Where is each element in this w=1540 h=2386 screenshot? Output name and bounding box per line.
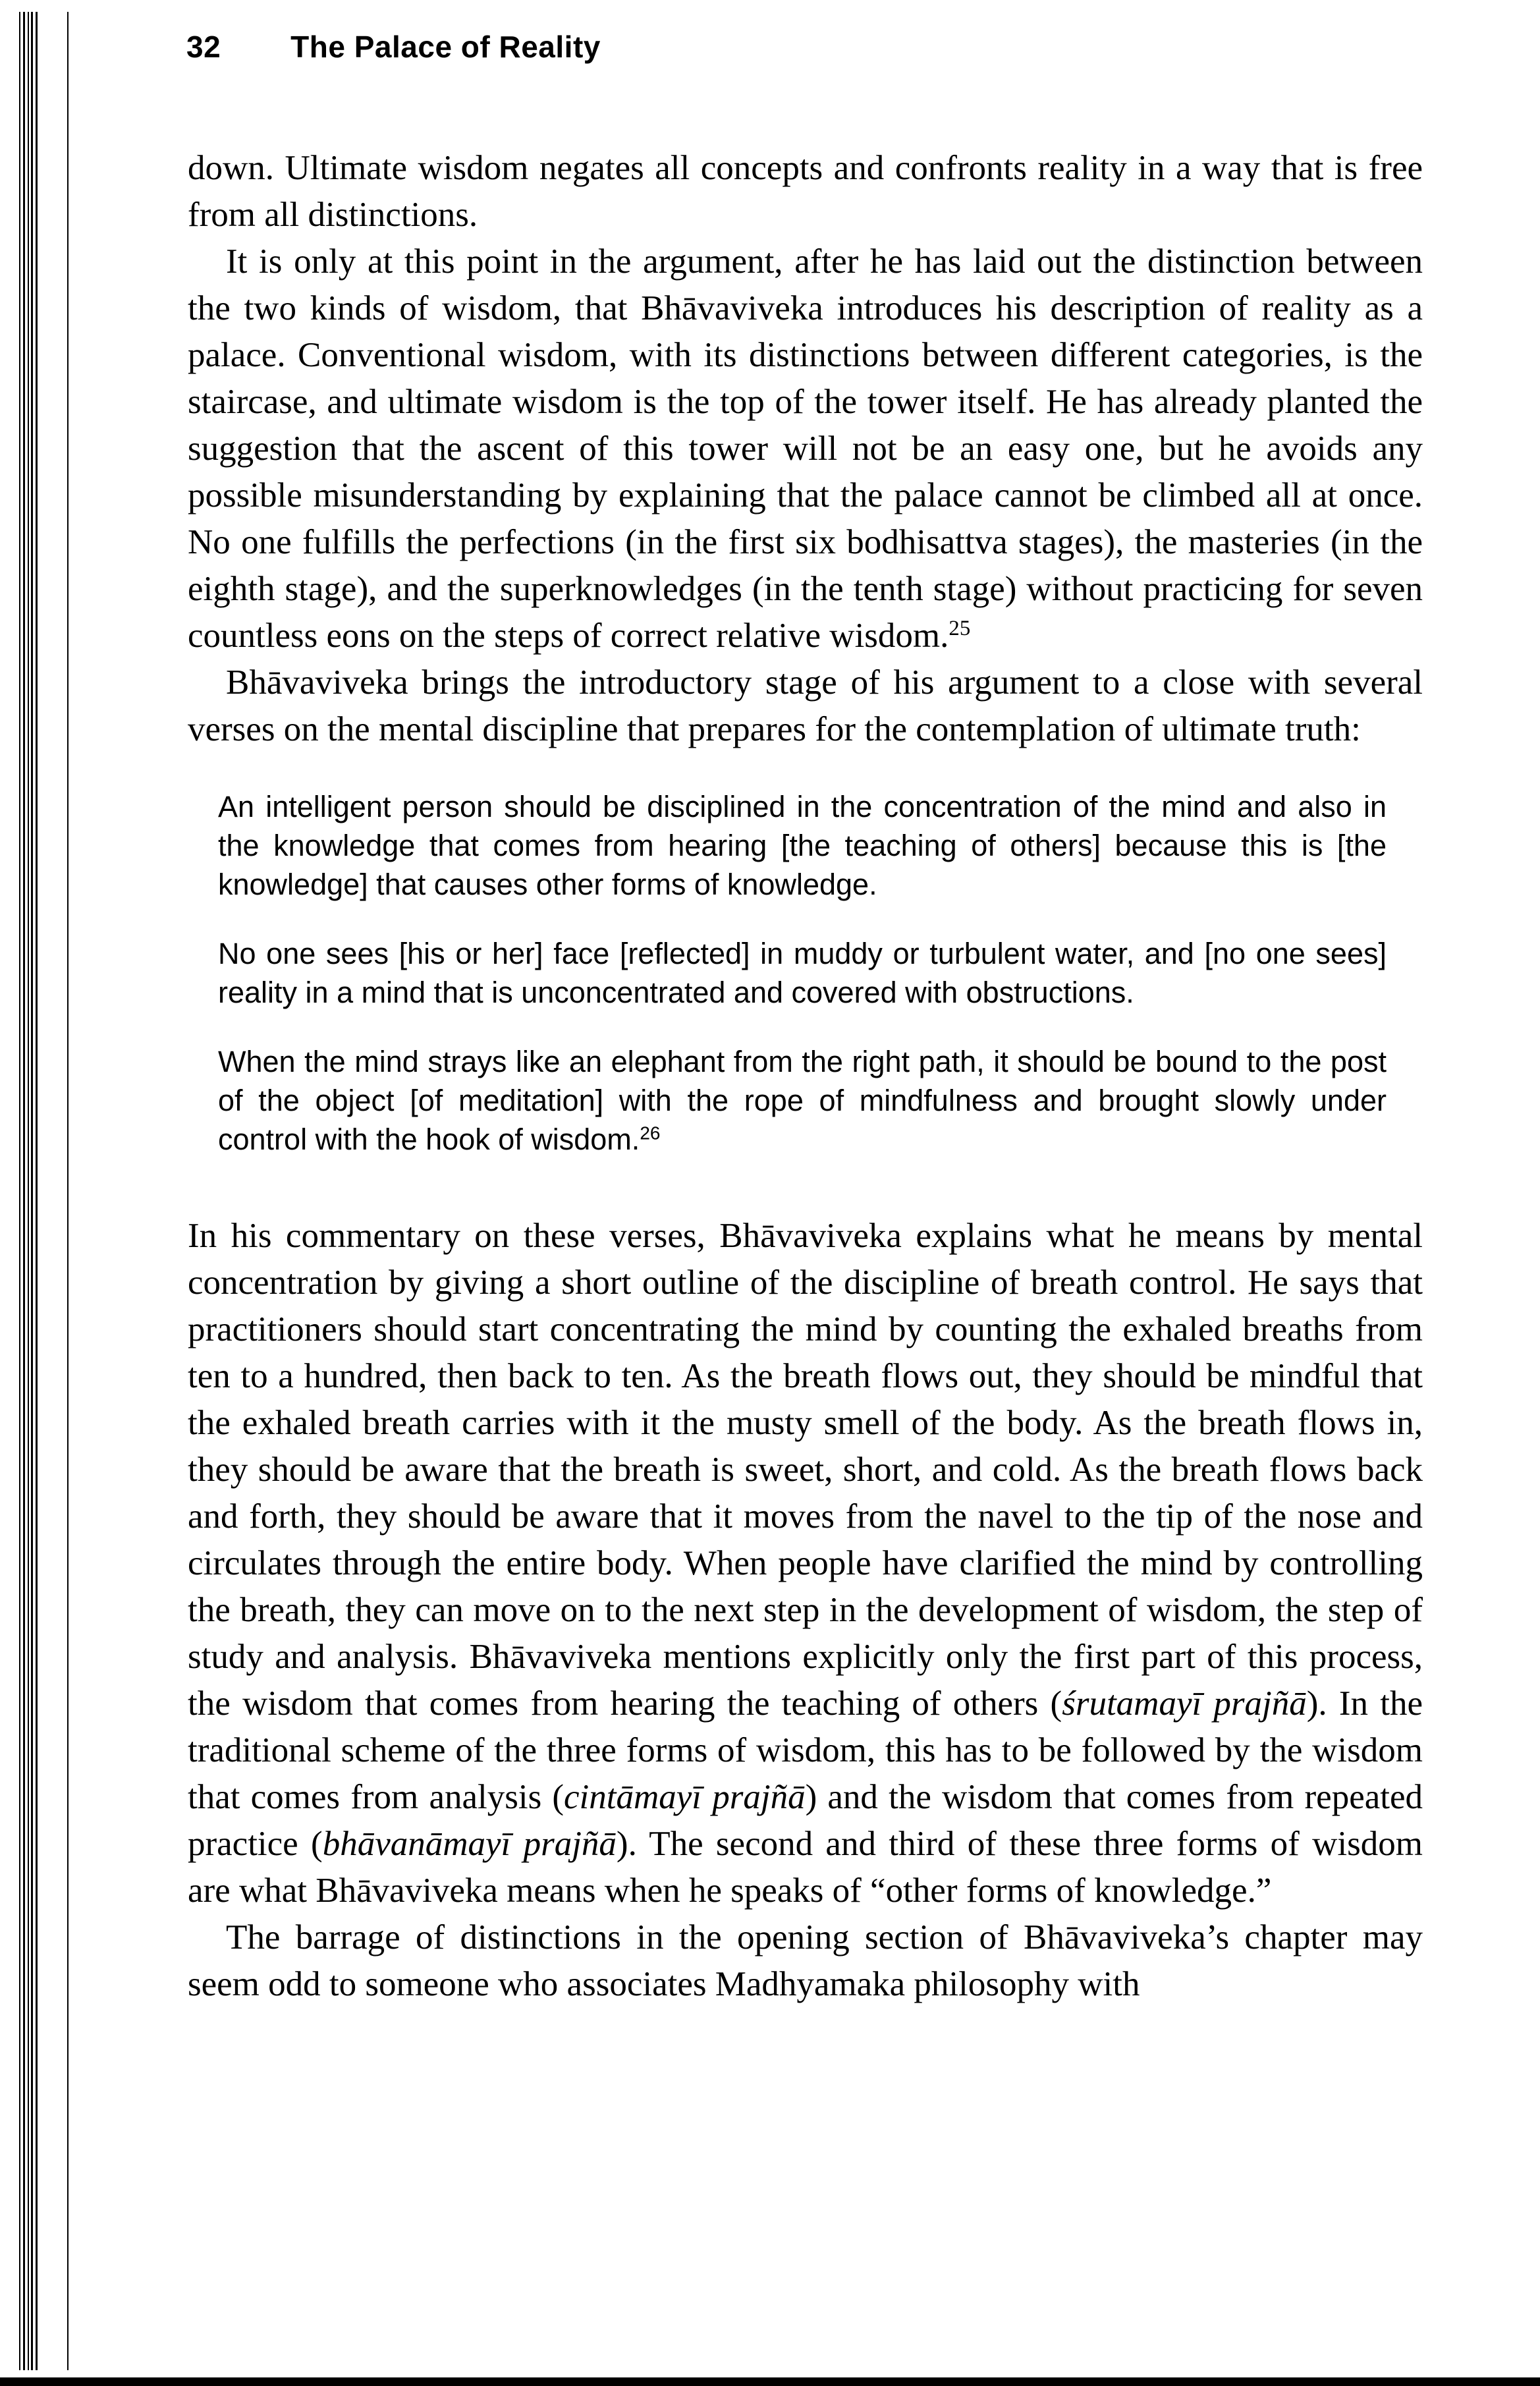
paragraph-text: It is only at this point in the argument, after he has laid out the distinction between the two kinds of wisdom, that Bhāvaviveka introduces his description of reality as a palace. Conventional wisdom, with its distinctions between different categories, is the staircase, and ultimate wisdom is the top of the tower itself. He has already planted the suggestion that the ascent of this tower will not be an easy one, but he avoids any possible misunderstanding by explaining that the palace cannot be climbed all at once. No one fulfills the perfections (in the first six bodhisattva stages), the masteries (in the eighth stage), and the superknowledges (in the tenth stage) without practicing for seven countless eons on the steps of correct relative wisdom. (188, 242, 1423, 655)
verse-quote-2 (218, 934, 1387, 1012)
sanskrit-term: cintāmayī prajñā (564, 1778, 806, 1816)
scan-artifact-line (36, 12, 38, 2370)
paragraph-distinctions (188, 238, 1423, 659)
paragraph-commentary (188, 1213, 1423, 1914)
running-title: The Palace of Reality (290, 30, 601, 64)
page-header (186, 29, 601, 65)
paragraph-text: ). In the traditional scheme of the three forms of wisdom, this has to be followed by the wisdom that comes from analysis ( (188, 1684, 1423, 1816)
paragraph-barrage (188, 1914, 1423, 2008)
scan-bottom-bar (0, 2377, 1540, 2386)
paragraph-text: down. Ultimate wisdom negates all concepts and confronts reality in a way that is free from all distinctions. (188, 149, 1423, 234)
scan-artifact-line (23, 12, 25, 2370)
paragraph-text: Bhāvaviveka brings the introductory stage of his argument to a close with several verses on the mental discipline that prepares for the contemplation of ultimate truth: (188, 663, 1423, 748)
quote-text: An intelligent person should be disciplined in the concentration of the mind and also in the knowledge that comes from hearing [the teaching of others] because this is [the knowledge] that causes other forms of knowledge. (218, 790, 1387, 901)
scan-artifact-line (28, 12, 29, 2370)
paragraph-text: ) and the wisdom that comes from repeated practice ( (188, 1778, 1423, 1863)
paragraph-text: ). The second and third of these three forms of wisdom are what Bhāvaviveka means when he speaks of “other forms of knowledge.” (188, 1825, 1423, 1910)
paragraph-verses-intro (188, 659, 1423, 753)
scan-artifact-line (31, 12, 33, 2370)
paragraph-text: In his commentary on these verses, Bhāvaviveka explains what he means by mental concentration by giving a short outline of the discipline of breath control. He says that practitioners should start concentrating the mind by counting the exhaled breaths from ten to a hundred, then back to ten. As the breath flows out, they should be mindful that the exhaled breath carries with it the musty smell of the body. As the breath flows in, they should be aware that the breath is sweet, short, and cold. As the breath flows back and forth, they should be aware that it moves from the navel to the tip of the nose and circulates through the entire body. When people have clarified the mind by controlling the breath, they can move on to the next step in the development of wisdom, the step of study and analysis. Bhāvaviveka mentions explicitly only the first part of this process, the wisdom that comes from hearing the teaching of others ( (188, 1217, 1423, 1723)
quote-text: When the mind strays like an elephant from the right path, it should be bound to the post of the object [of meditation] with the rope of mindfulness and brought slowly under control with the hook of wisdom. (218, 1045, 1387, 1156)
footnote-ref-25: 25 (949, 616, 971, 640)
verse-quote-3 (218, 1042, 1387, 1159)
scan-artifact-line (19, 12, 20, 2370)
paragraph-continuation (188, 145, 1423, 238)
scan-artifact-line (67, 12, 69, 2370)
quote-text: No one sees [his or her] face [reflected] in muddy or turbulent water, and [no one sees] reality in a mind that is unconcentrated and covered with obstructions. (218, 937, 1387, 1009)
sanskrit-term: śrutamayī prajñā (1062, 1684, 1307, 1723)
page-number: 32 (186, 30, 221, 64)
text-column (188, 145, 1423, 2008)
verse-quote-block (218, 787, 1387, 1159)
paragraph-text: The barrage of distinctions in the opening section of Bhāvaviveka’s chapter may seem odd to someone who associates Madhyamaka philosophy with (188, 1918, 1423, 2003)
verse-quote-1 (218, 787, 1387, 904)
sanskrit-term: bhāvanāmayī prajñā (322, 1825, 617, 1863)
footnote-ref-26: 26 (640, 1123, 661, 1144)
